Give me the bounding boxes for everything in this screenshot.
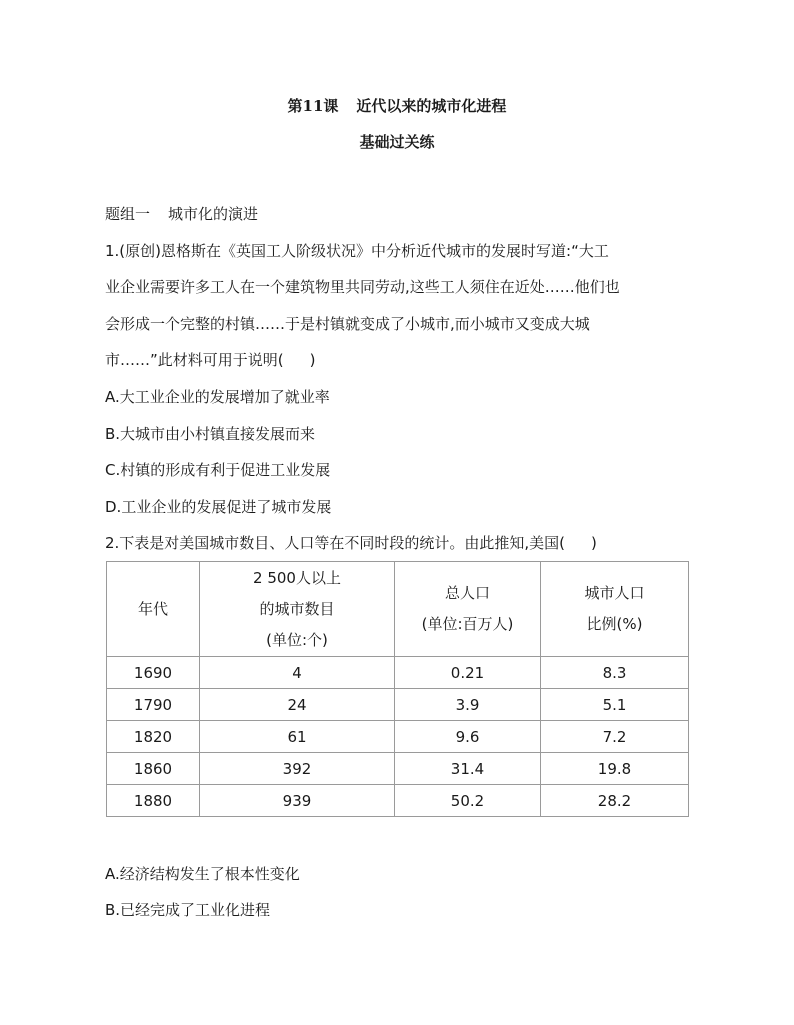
table-cell: 61 [200, 721, 395, 753]
table-cell: 5.1 [541, 689, 689, 721]
group-label: 题组一 [105, 205, 151, 223]
table-cell: 4 [200, 657, 395, 689]
table-cell: 392 [200, 753, 395, 785]
table-cell: 3.9 [395, 689, 541, 721]
table-cell: 1790 [107, 689, 200, 721]
header-total-population: 总人口 (单位:百万人) [395, 562, 541, 657]
close-paren: ) [590, 534, 597, 552]
table-row [107, 689, 689, 721]
table-row [107, 657, 689, 689]
lesson-title [0, 95, 794, 116]
lesson-number: 第11课 [287, 97, 339, 115]
q1-stem-text: 市……”此材料可用于说明( [105, 351, 284, 369]
table-cell: 7.2 [541, 721, 689, 753]
table-header-row [107, 562, 689, 657]
table-cell: 1860 [107, 753, 200, 785]
q1-option-b: B.大城市由小村镇直接发展而来 [105, 425, 316, 443]
q1-stem-line: 业企业需要许多工人在一个建筑物里共同劳动,这些工人须住在近处……他们也 [105, 278, 620, 296]
table-cell: 1690 [107, 657, 200, 689]
q1-stem-line [105, 350, 315, 370]
question-group-heading [105, 204, 258, 224]
table-cell: 50.2 [395, 785, 541, 817]
q2-stem [105, 533, 597, 553]
table-cell: 19.8 [541, 753, 689, 785]
table-row [107, 785, 689, 817]
table-row [107, 721, 689, 753]
statistics-table [106, 561, 689, 817]
table-cell: 9.6 [395, 721, 541, 753]
q2-option-a: A.经济结构发生了根本性变化 [105, 865, 300, 883]
table-cell: 24 [200, 689, 395, 721]
q1-option-c: C.村镇的形成有利于促进工业发展 [105, 461, 331, 479]
header-city-count: 2 500人以上 的城市数目 (单位:个) [200, 562, 395, 657]
group-title: 城市化的演进 [168, 205, 259, 223]
lesson-subtitle: 近代以来的城市化进程 [356, 97, 507, 115]
q2-option-b: B.已经完成了工业化进程 [105, 901, 271, 919]
q1-option-a: A.大工业企业的发展增加了就业率 [105, 388, 330, 406]
table-cell: 1880 [107, 785, 200, 817]
q1-stem-line: 会形成一个完整的村镇……于是村镇就变成了小城市,而小城市又变成大城 [105, 315, 590, 333]
table-cell: 8.3 [541, 657, 689, 689]
header-urban-ratio: 城市人口 比例(%) [541, 562, 689, 657]
table-cell: 31.4 [395, 753, 541, 785]
table-cell: 28.2 [541, 785, 689, 817]
close-paren: ) [309, 351, 316, 369]
table-cell: 1820 [107, 721, 200, 753]
header-year: 年代 [107, 562, 200, 657]
q2-stem-text: 2.下表是对美国城市数目、人口等在不同时段的统计。由此推知,美国( [105, 534, 565, 552]
table-cell: 939 [200, 785, 395, 817]
table-cell: 0.21 [395, 657, 541, 689]
q1-stem-line: 1.(原创)恩格斯在《英国工人阶级状况》中分析近代城市的发展时写道:“大工 [105, 242, 609, 260]
table-row [107, 753, 689, 785]
section-title: 基础过关练 [359, 133, 435, 151]
q1-option-d: D.工业企业的发展促进了城市发展 [105, 498, 332, 516]
